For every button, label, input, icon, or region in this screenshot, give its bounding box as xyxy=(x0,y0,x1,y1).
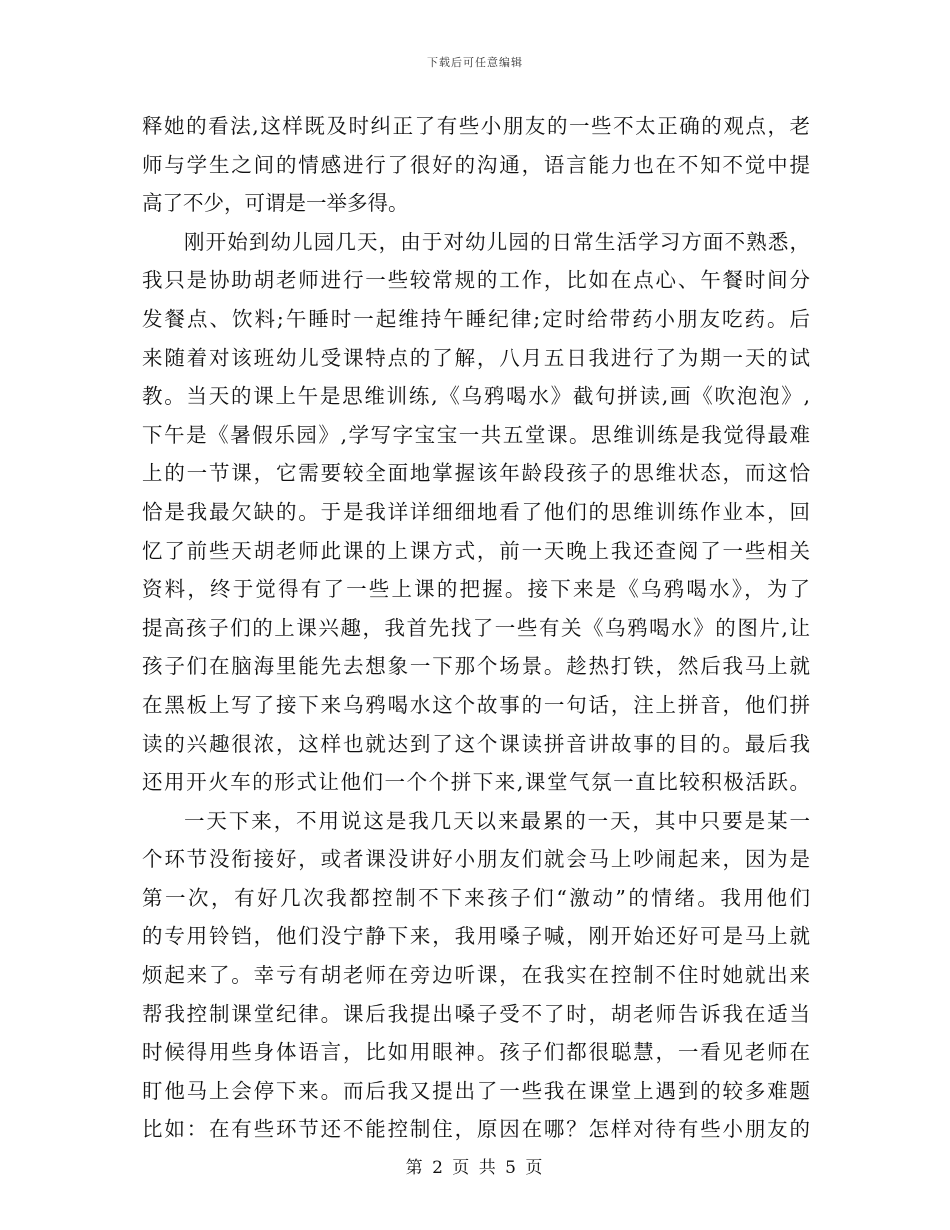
text-line: 盯他马上会停下来。而后我又提出了一些我在课堂上遇到的较多难题 xyxy=(142,1078,810,1103)
text-line: 提高孩子们的上课兴趣，我首先找了一些有关《乌鸦喝水》的图片,让 xyxy=(142,615,810,640)
text-line: 忆了前些天胡老师此课的上课方式，前一天晚上我还查阅了一些相关 xyxy=(142,538,810,563)
page-number: 第 2 页 共 5 页 xyxy=(405,1158,545,1178)
text-line: 发餐点、饮料;午睡时一起维持午睡纪律;定时给带药小朋友吃药。后 xyxy=(142,306,810,331)
text-line: 第一次，有好几次我都控制不下来孩子们“激动”的情绪。我用他们 xyxy=(142,885,810,910)
text-line: 师与学生之间的情感进行了很好的沟通，语言能力也在不知不觉中提 xyxy=(142,152,810,177)
text-line: 来随着对该班幼儿受课特点的了解，八月五日我进行了为期一天的试 xyxy=(142,345,810,370)
text-line: 释她的看法,这样既及时纠正了有些小朋友的一些不太正确的观点，老 xyxy=(142,114,810,138)
text-line: 烦起来了。幸亏有胡老师在旁边听课，在我实在控制不住时她就出来 xyxy=(142,963,810,988)
page-header: 下载后可任意编辑 xyxy=(427,56,523,69)
text-line: 比如：在有些环节还不能控制住，原因在哪？怎样对待有些小朋友的 xyxy=(142,1117,810,1142)
document-body xyxy=(142,107,810,1149)
text-line: 读的兴趣很浓，这样也就达到了这个课读拼音讲故事的目的。最后我 xyxy=(142,731,810,756)
paragraph-start-line: 刚开始到幼儿园几天，由于对幼儿园的日常生活学习方面不熟悉， xyxy=(184,229,810,254)
paragraph-start-line: 一天下来，不用说这是我几天以来最累的一天，其中只要是某一 xyxy=(184,808,810,833)
text-line: 孩子们在脑海里能先去想象一下那个场景。趁热打铁，然后我马上就 xyxy=(142,654,810,679)
text-line: 时候得用些身体语言，比如用眼神。孩子们都很聪慧，一看见老师在 xyxy=(142,1040,810,1065)
text-line: 上的一节课，它需要较全面地掌握该年龄段孩子的思维状态，而这恰 xyxy=(142,461,810,486)
text-line: 还用开火车的形式让他们一个个拼下来,课堂气氛一直比较积极活跃。 xyxy=(142,770,810,795)
text-line: 的专用铃铛，他们没宁静下来，我用嗓子喊，刚开始还好可是马上就 xyxy=(142,924,810,949)
text-line: 我只是协助胡老师进行一些较常规的工作，比如在点心、午餐时间分 xyxy=(142,268,810,293)
text-line: 资料，终于觉得有了一些上课的把握。接下来是《乌鸦喝水》，为了 xyxy=(142,577,810,602)
text-line: 下午是《暑假乐园》,学写字宝宝一共五堂课。思维训练是我觉得最难 xyxy=(142,422,810,447)
text-line: 在黑板上写了接下来乌鸦喝水这个故事的一句话，注上拼音，他们拼 xyxy=(142,692,810,717)
text-line: 个环节没衔接好，或者课没讲好小朋友们就会马上吵闹起来，因为是 xyxy=(142,847,810,872)
text-line: 高了不少，可谓是一举多得。 xyxy=(142,191,409,216)
text-line: 教。当天的课上午是思维训练,《乌鸦喝水》截句拼读,画《吹泡泡》, xyxy=(142,384,810,409)
text-line: 帮我控制课堂纪律。课后我提出嗓子受不了时，胡老师告诉我在适当 xyxy=(142,1001,810,1026)
text-line: 恰是我最欠缺的。于是我详详细细地看了他们的思维训练作业本，回 xyxy=(142,499,810,524)
